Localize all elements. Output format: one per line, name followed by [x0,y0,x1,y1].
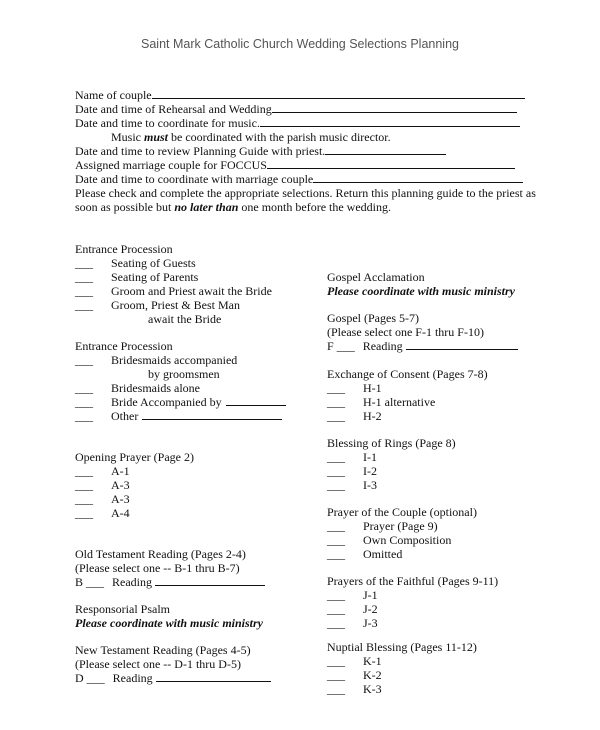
checkbox-blank[interactable]: ___ [75,353,93,367]
opening-option[interactable] [75,478,130,492]
music-note [111,130,391,144]
option-label: Groom and Priest await the Bride [111,284,272,298]
music-note-must: must [144,130,169,144]
exchange-consent-heading: Exchange of Consent (Pages 7-8) [327,367,488,381]
psalm-music-note: Please coordinate with music ministry [75,616,264,630]
checkbox-blank[interactable]: ___ [75,395,93,409]
music-note-a: Music [111,130,144,144]
consent-option[interactable] [327,409,382,423]
checkbox-blank[interactable]: ___ [327,602,345,616]
option-label: H-2 [363,409,382,423]
gospel-acclamation-heading: Gospel Acclamation [327,270,425,284]
reading-label: Reading [362,339,403,353]
option-label: J-2 [363,602,378,616]
rings-option[interactable] [327,450,377,464]
entrance1-option[interactable] [75,284,272,298]
checkbox-blank[interactable]: ___ [75,381,93,395]
checkbox-blank[interactable]: ___ [327,668,345,682]
foccus-label: Assigned marriage couple for FOCCUS [75,158,267,172]
blessing-rings-heading: Blessing of Rings (Page 8) [327,436,456,450]
option-continuation: by groomsmen [148,367,220,381]
option-label: Omitted [363,547,403,561]
checkbox-blank[interactable]: ___ [327,478,345,492]
option-label: Seating of Parents [111,270,199,284]
checkbox-blank[interactable]: ___ [327,381,345,395]
checkbox-blank[interactable]: ___ [75,284,93,298]
opening-option[interactable] [75,492,130,506]
option-label: I-3 [363,478,377,492]
faithful-option[interactable] [327,616,378,630]
checkbox-blank[interactable]: ___ [75,270,93,284]
faithful-option[interactable] [327,602,378,616]
option-label: J-3 [363,616,378,630]
foccus-blank[interactable] [267,158,515,169]
entrance1-option[interactable] [75,298,240,312]
coordinate-line [75,172,523,186]
entrance2-option[interactable] [75,353,237,367]
option-label: A-4 [111,506,130,520]
new-testament-note: (Please select one -- D-1 thru D-5) [75,657,241,671]
reading-blank[interactable] [406,339,518,350]
option-label: Prayer (Page 9) [363,519,438,533]
review-line [75,144,446,158]
checkbox-blank[interactable]: ___ [75,478,93,492]
nuptial-blessing-heading: Nuptial Blessing (Pages 11-12) [327,640,477,654]
checkbox-blank[interactable]: ___ [327,682,345,696]
couple-prayer-option[interactable] [327,533,451,547]
entrance-procession-1-heading: Entrance Procession [75,242,173,256]
entrance2-option[interactable] [75,395,286,409]
instructions-line-2 [75,200,391,214]
music-date-label: Date and time to coordinate for music. [75,116,260,130]
acclamation-music-note: Please coordinate with music ministry [327,284,516,298]
gospel-note: (Please select one F-1 thru F-10) [327,325,484,339]
prayer-couple-heading: Prayer of the Couple (optional) [327,505,477,519]
music-date-blank[interactable] [260,116,520,127]
old-testament-heading: Old Testament Reading (Pages 2-4) [75,547,246,561]
document-title: Saint Mark Catholic Church Wedding Selections Planning [141,37,459,51]
option-label: I-1 [363,450,377,464]
gospel-reading-line[interactable] [327,339,518,353]
option-label: K-2 [363,668,382,682]
option-label: A-3 [111,492,130,506]
couple-prayer-option[interactable] [327,519,438,533]
checkbox-blank[interactable]: ___ [327,450,345,464]
checkbox-blank[interactable]: ___ [75,506,93,520]
couple-label: Name of couple [75,88,152,102]
reading-label: Reading [112,671,153,685]
reading-blank[interactable] [155,575,265,586]
checkbox-blank[interactable]: ___ [327,533,345,547]
option-label: I-2 [363,464,377,478]
responsorial-psalm-heading: Responsorial Psalm [75,602,170,616]
coordinate-label: Date and time to coordinate with marriage couple [75,172,314,186]
checkbox-blank[interactable]: ___ [327,547,345,561]
consent-option[interactable] [327,381,382,395]
option-label: H-1 alternative [363,395,436,409]
instr-deadline: no later than [174,200,239,214]
reading-label: Reading [112,575,153,589]
nuptial-option[interactable] [327,654,382,668]
opening-option[interactable] [75,464,130,478]
coordinate-blank[interactable] [313,172,523,183]
review-label: Date and time to review Planning Guide with priest. [75,144,326,158]
old-testament-note: (Please select one -- B-1 thru B-7) [75,561,240,575]
entrance2-option[interactable] [75,381,200,395]
checkbox-blank[interactable]: ___ [327,409,345,423]
new-testament-heading: New Testament Reading (Pages 4-5) [75,643,251,657]
nuptial-option[interactable] [327,682,382,696]
rehearsal-label: Date and time of Rehearsal and Wedding [75,102,272,116]
entrance-procession-2-heading: Entrance Procession [75,339,173,353]
rehearsal-line [75,102,517,116]
option-label: Bridesmaids accompanied [111,353,238,367]
consent-option[interactable] [327,395,435,409]
entrance1-option[interactable] [75,270,198,284]
option-label: J-1 [363,588,378,602]
opening-option[interactable] [75,506,130,520]
option-label: Seating of Guests [111,256,196,270]
checkbox-blank[interactable]: ___ [336,339,355,353]
checkbox-blank[interactable]: ___ [75,464,93,478]
rings-option[interactable] [327,478,377,492]
couple-prayer-option[interactable] [327,547,402,561]
option-label: Bride Accompanied by [111,395,222,409]
review-blank[interactable] [325,144,446,155]
checkbox-blank[interactable]: ___ [327,588,345,602]
music-date-line [75,116,520,130]
bride-escort-blank[interactable] [226,395,286,406]
rehearsal-blank[interactable] [272,102,517,113]
old-testament-reading-line[interactable] [75,575,265,589]
instr-a: soon as possible but [75,200,175,214]
reading-blank[interactable] [156,671,271,682]
gospel-heading: Gospel (Pages 5-7) [327,311,419,325]
option-label: K-1 [363,654,382,668]
option-label: H-1 [363,381,382,395]
option-label: Other [111,409,139,423]
checkbox-blank[interactable]: ___ [86,575,105,589]
option-label: Own Composition [363,533,452,547]
option-label: Groom, Priest & Best Man [111,298,240,312]
option-label: Bridesmaids alone [111,381,200,395]
instructions-line-1: Please check and complete the appropriate selections. Return this planning guide to the priest as [75,186,536,200]
reading-prefix: F [327,339,334,353]
checkbox-blank[interactable]: ___ [75,256,93,270]
checkbox-blank[interactable]: ___ [75,298,93,312]
entrance1-option[interactable] [75,256,196,270]
other-blank[interactable] [142,409,282,420]
opening-prayer-heading: Opening Prayer (Page 2) [75,450,194,464]
checkbox-blank[interactable]: ___ [75,409,93,423]
rings-option[interactable] [327,464,377,478]
couple-line [75,88,525,102]
checkbox-blank[interactable]: ___ [327,519,345,533]
foccus-line [75,158,515,172]
checkbox-blank[interactable]: ___ [327,395,345,409]
reading-prefix: D [75,671,84,685]
instr-c: one month before the wedding. [238,200,391,214]
checkbox-blank[interactable]: ___ [327,464,345,478]
reading-prefix: B [75,575,84,589]
entrance2-option[interactable] [75,409,282,423]
couple-blank[interactable] [152,88,525,99]
checkbox-blank[interactable]: ___ [75,492,93,506]
checkbox-blank[interactable]: ___ [327,654,345,668]
option-label: A-3 [111,478,130,492]
option-label: K-3 [363,682,382,696]
option-label: A-1 [111,464,130,478]
new-testament-reading-line[interactable] [75,671,271,685]
option-continuation: await the Bride [148,312,222,326]
checkbox-blank[interactable]: ___ [86,671,105,685]
checkbox-blank[interactable]: ___ [327,616,345,630]
nuptial-option[interactable] [327,668,382,682]
faithful-option[interactable] [327,588,378,602]
music-note-c: be coordinated with the parish music director. [168,130,391,144]
prayers-faithful-heading: Prayers of the Faithful (Pages 9-11) [327,574,499,588]
